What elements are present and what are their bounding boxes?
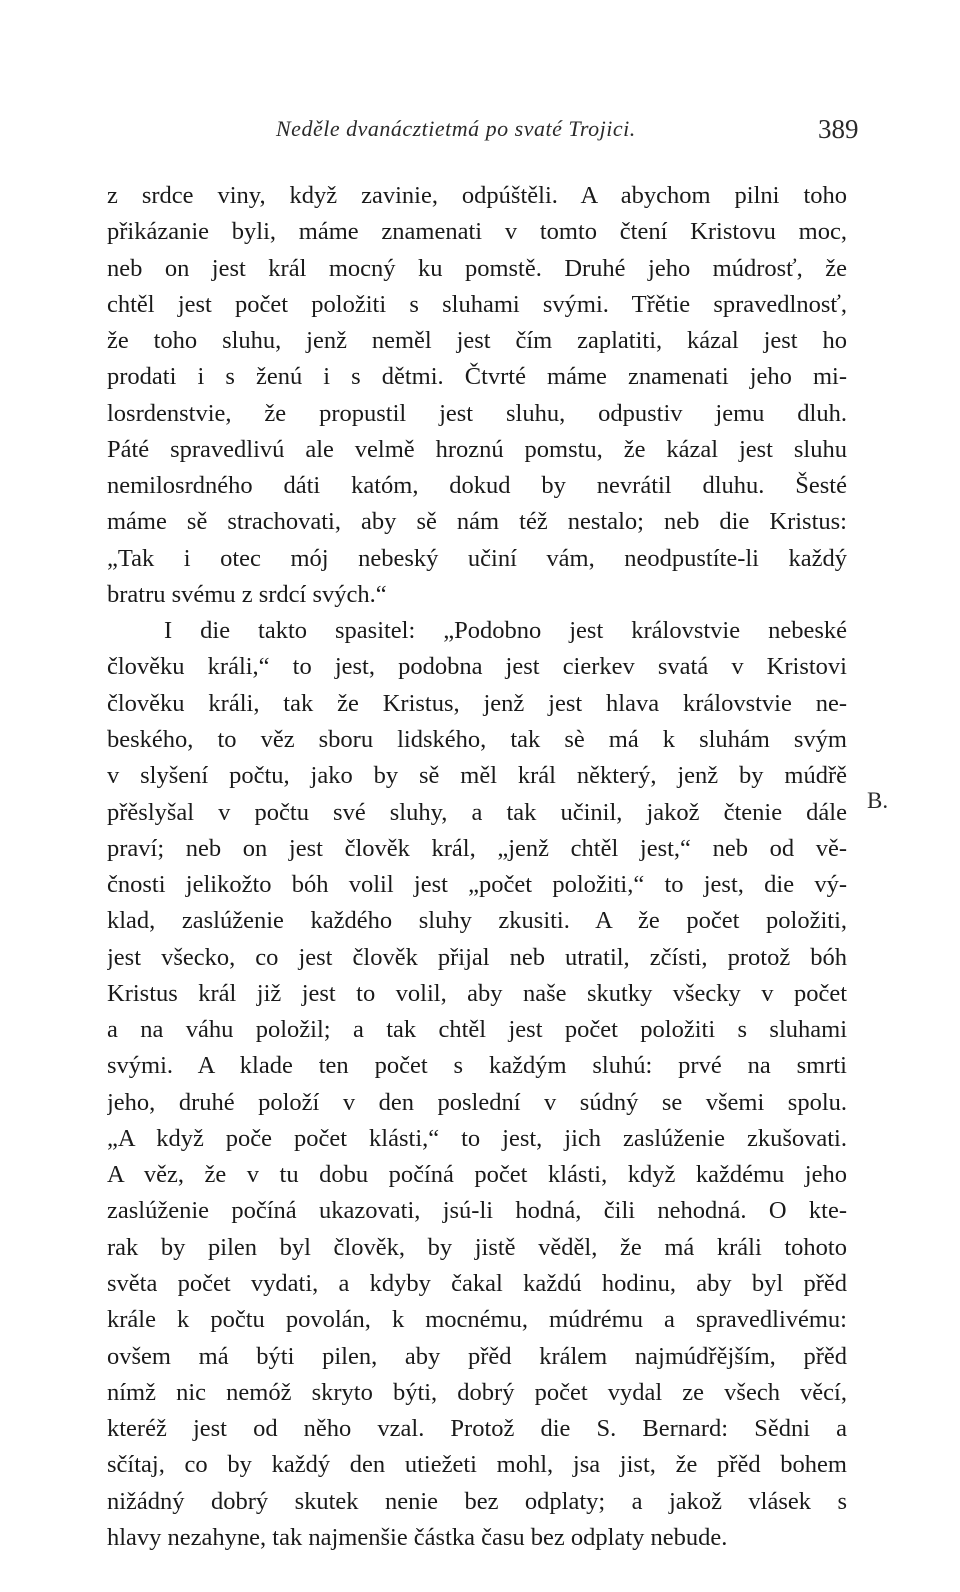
text-line: sčítaj, co by každý den utiežeti mohl, jsa jist, že přěd bohem bbox=[107, 1451, 847, 1479]
text-line: člověku králi, tak že Kristus, jenž jest hlava královstvie ne- bbox=[107, 689, 847, 717]
body-text bbox=[107, 178, 847, 1556]
text-line: klad, zaslúženie každého sluhy zkusiti. A že počet položiti, bbox=[107, 907, 847, 935]
text-line: jest všecko, co jest člověk přijal neb utratil, zčísti, protož bóh bbox=[107, 943, 847, 971]
text-line: losrdenstvie, že propustil jest sluhu, odpustiv jemu dluh. bbox=[107, 399, 847, 427]
text-line: v slyšení počtu, jako by sě měl král některý, jenž by múdřě bbox=[107, 762, 847, 790]
text-line: krále k počtu povolán, k mocnému, múdrému a spravedlivému: bbox=[107, 1306, 847, 1334]
text-line: I die takto spasitel: „Podobno jest královstvie nebeské bbox=[164, 617, 847, 645]
page-number: 389 bbox=[818, 114, 859, 144]
text-line: zaslúženie počíná ukazovati, jsú-li hodná, čili nehodná. O kte- bbox=[107, 1197, 847, 1225]
text-line: hlavy nezahyne, tak najmenšie částka času bez odplaty nebude. bbox=[107, 1523, 728, 1551]
text-line: z srdce viny, když zavinie, odpúštěli. A abychom pilni toho bbox=[107, 182, 847, 209]
text-line: beského, to věz sboru lidského, tak sè má k sluhám svým bbox=[107, 725, 847, 753]
text-line: neb on jest král mocný ku pomstě. Druhé jeho múdrosť, že bbox=[107, 254, 847, 282]
text-line: rak by pilen byl člověk, by jistě věděl, že má králi tohoto bbox=[107, 1233, 847, 1261]
text-line: čnosti jelikožto bóh volil jest „počet položiti,“ to jest, die vý- bbox=[107, 871, 847, 899]
text-line: přěslyšal v počtu své sluhy, a tak učinil, jakož čtenie dále bbox=[107, 798, 847, 826]
text-line: jeho, druhé položí v den poslední v súdný se všemi spolu. bbox=[107, 1088, 847, 1116]
text-line: praví; neb on jest člověk král, „jenž chtěl jest,“ neb od vě- bbox=[107, 834, 847, 862]
text-line: že toho sluhu, jenž neměl jest čím zaplatiti, kázal jest ho bbox=[107, 327, 847, 355]
text-line: máme sě strachovati, aby sě nám též nestalo; neb die Kristus: bbox=[107, 508, 847, 536]
margin-note: B. bbox=[867, 788, 889, 813]
text-line: přikázanie byli, máme znamenati v tomto čtení Kristovu moc, bbox=[107, 218, 847, 246]
text-line: kteréž jest od něho vzal. Protož die S. Bernard: Sědni a bbox=[107, 1415, 847, 1443]
text-line: chtěl jest počet položiti s sluhami svými. Třětie spravedlnosť, bbox=[107, 290, 847, 318]
text-line: Kristus král již jest to volil, aby naše skutky všecky v počet bbox=[107, 979, 847, 1007]
text-line: „Tak i otec mój nebeský učiní vám, neodpustíte-li každý bbox=[107, 544, 847, 572]
text-line: prodati i s ženú i s dětmi. Čtvrté máme znamenati jeho mi- bbox=[107, 363, 847, 391]
text-line: A věz, že v tu dobu počíná počet klásti, když každému jeho bbox=[107, 1161, 847, 1189]
text-line: svými. A klade ten počet s každým sluhú: prvé na smrti bbox=[107, 1052, 847, 1080]
text-line: bratru svému z srdcí svých.“ bbox=[107, 580, 387, 608]
text-line: ovšem má býti pilen, aby přěd králem najmúdřějším, přěd bbox=[107, 1342, 847, 1370]
text-line: nemilosrdného dáti katóm, dokud by nevrátil dluhu. Šesté bbox=[107, 472, 847, 500]
text-line: nímž nic nemóž skryto býti, dobrý počet vydal ze všech věcí, bbox=[107, 1378, 847, 1406]
text-line: člověku králi,“ to jest, podobna jest cierkev svatá v Kristovi bbox=[107, 653, 847, 681]
text-line: a na váhu položil; a tak chtěl jest počet položiti s sluhami bbox=[107, 1016, 847, 1044]
text-line: světa počet vydati, a kdyby čakal každú hodinu, aby byl přěd bbox=[107, 1269, 847, 1297]
text-line: „A když poče počet klásti,“ to jest, jich zaslúženie zkušovati. bbox=[107, 1124, 847, 1152]
text-line: Páté spravedlivú ale velmě hroznú pomstu, že kázal jest sluhu bbox=[107, 435, 847, 463]
text-line: nižádný dobrý skutek nenie bez odplaty; a jakož vlásek s bbox=[107, 1487, 847, 1515]
running-head: Neděle dvanácztietmá po svaté Trojici. bbox=[276, 116, 636, 141]
